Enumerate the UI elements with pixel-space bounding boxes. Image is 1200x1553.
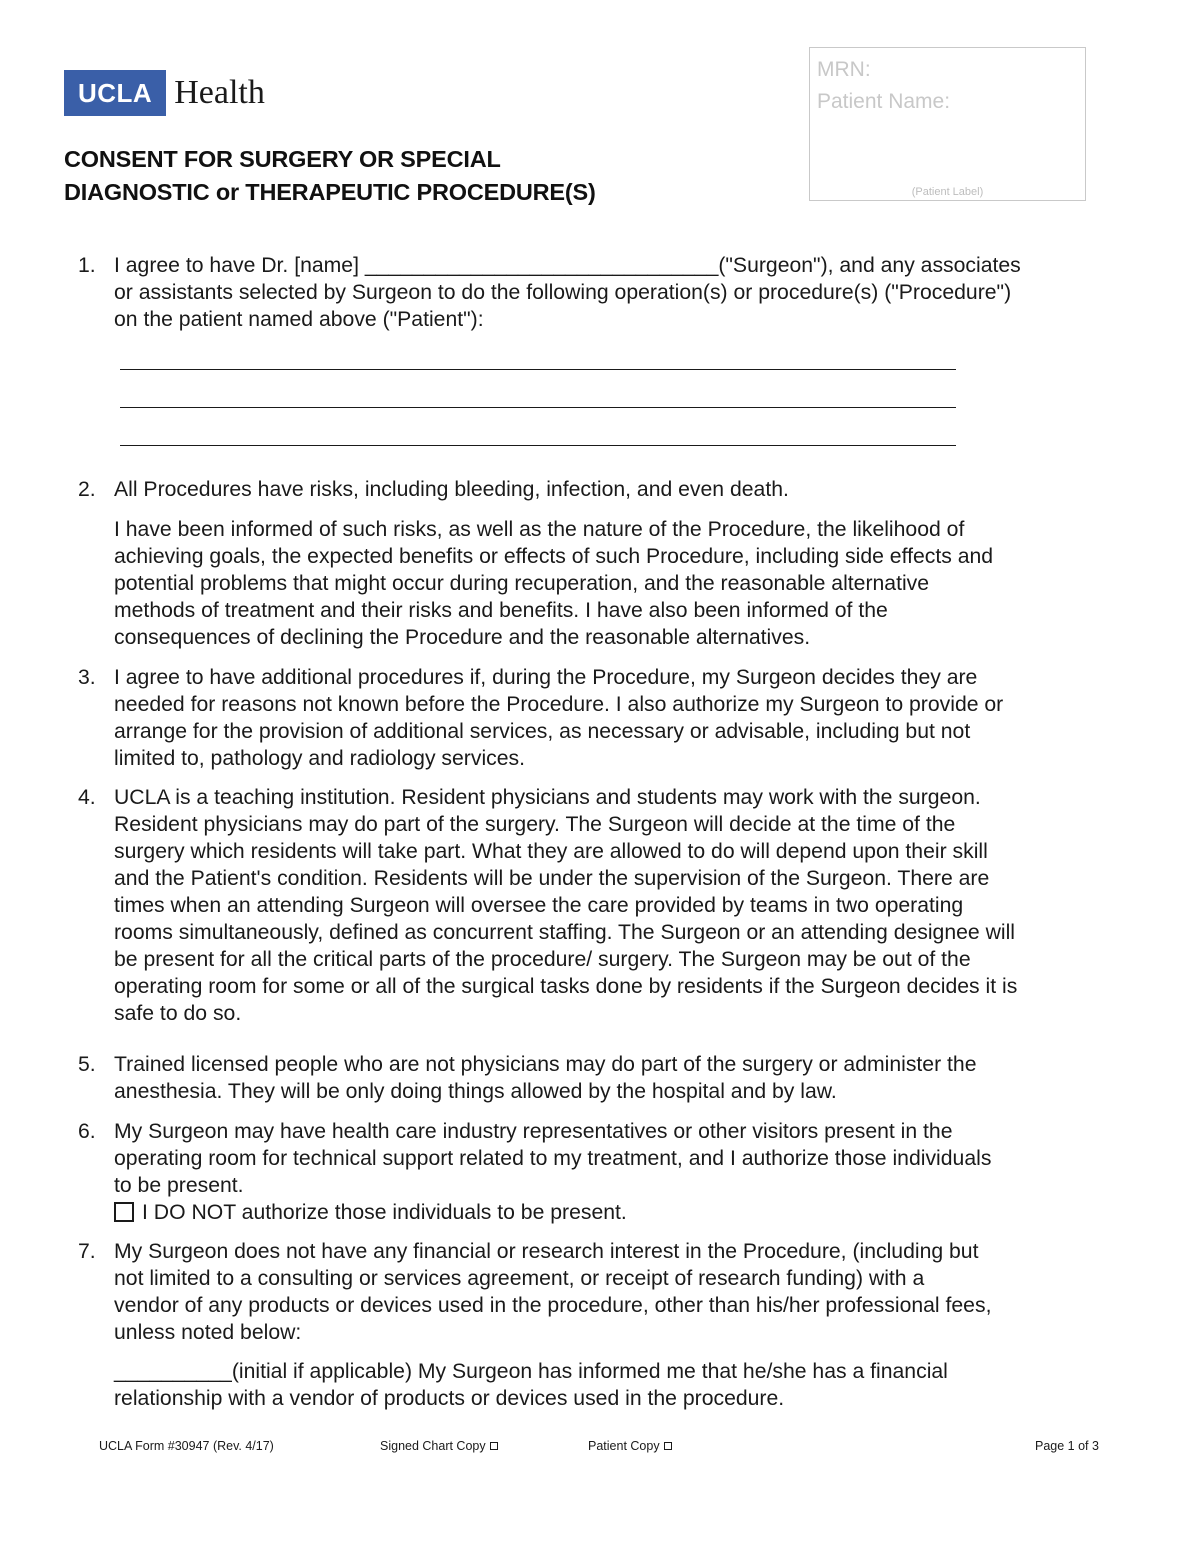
logo-box: UCLA [64, 70, 166, 116]
item-number-6: 6. [78, 1120, 96, 1143]
item-2-detail [114, 516, 1134, 651]
item-3-line: arrange for the provision of additional services, as necessary or advisable, including but not [114, 720, 971, 743]
item-4-line: be present for all the critical parts of the procedure/ surgery. The Surgeon may be out of the [114, 948, 971, 971]
item-2-line: All Procedures have risks, including bleeding, infection, and even death. [114, 478, 789, 501]
footer-form-id: UCLA Form #30947 (Rev. 4/17) [99, 1439, 274, 1453]
item-5-line: Trained licensed people who are not physicians may do part of the surgery or administer the [114, 1053, 977, 1076]
page-title [64, 143, 596, 209]
item-7-detail-line: __________(initial if applicable) My Surgeon has informed me that he/she has a financial [114, 1360, 948, 1383]
title-line-1: CONSENT FOR SURGERY OR SPECIAL [64, 146, 501, 172]
item-number-5: 5. [78, 1053, 96, 1076]
patient-name-label: Patient Name: [817, 90, 951, 113]
item-7-line: vendor of any products or devices used in the procedure, other than his/her professional fees, [114, 1294, 992, 1317]
patient-label-box [809, 47, 1086, 201]
item-5 [114, 1051, 1134, 1105]
item-4-line: operating room for some or all of the surgical tasks done by residents if the Surgeon decides it is [114, 975, 1018, 998]
item-3-line: I agree to have additional procedures if, during the Procedure, my Surgeon decides they are [114, 666, 978, 689]
item-6-line: to be present. [114, 1174, 244, 1197]
footer-patient-copy [588, 1439, 672, 1453]
item-4-line: and the Patient's condition. Residents will be under the supervision of the Surgeon. There are [114, 867, 990, 890]
item-6 [114, 1118, 1134, 1226]
do-not-authorize-label: I DO NOT authorize those individuals to be present. [142, 1201, 627, 1224]
item-4-line: UCLA is a teaching institution. Resident physicians and students may work with the surgeon. [114, 786, 981, 809]
item-1-line: on the patient named above ("Patient"): [114, 308, 484, 331]
item-4-line: times when an attending Surgeon will oversee the care provided by teams in two operating [114, 894, 964, 917]
item-1 [114, 252, 1134, 333]
item-number-1: 1. [78, 254, 96, 277]
item-7-line: not limited to a consulting or services agreement, or receipt of research funding) with a [114, 1267, 925, 1290]
item-2-detail-line: methods of treatment and their risks and benefits. I have also been informed of the [114, 599, 888, 622]
patient-label-caption: (Patient Label) [911, 186, 984, 198]
item-4 [114, 784, 1134, 1027]
item-6-line: operating room for technical support related to my treatment, and I authorize those individuals [114, 1147, 992, 1170]
item-4-line: surgery which residents will take part. What they are allowed to do will depend upon their skill [114, 840, 988, 863]
item-1-line: I agree to have Dr. [name] ______________________________("Surgeon"), and any associates [114, 254, 1021, 277]
item-2 [114, 476, 1134, 503]
item-7-line: unless noted below: [114, 1321, 302, 1344]
footer-page-number: Page 1 of 3 [1035, 1439, 1099, 1453]
procedure-blank-line-2[interactable] [120, 407, 956, 408]
signed-copy-checkbox[interactable] [490, 1442, 498, 1450]
signed-copy-label: Signed Chart Copy [380, 1439, 486, 1453]
procedure-blank-line-3[interactable] [120, 445, 956, 446]
item-number-4: 4. [78, 786, 96, 809]
ucla-health-logo [64, 70, 265, 116]
logo-word: Health [174, 74, 265, 111]
mrn-label: MRN: [817, 58, 871, 81]
item-7-detail-line: relationship with a vendor of products or devices used in the procedure. [114, 1387, 785, 1410]
item-7 [114, 1238, 1134, 1346]
item-4-line: Resident physicians may do part of the surgery. The Surgeon will decide at the time of the [114, 813, 956, 836]
item-6-line: My Surgeon may have health care industry representatives or other visitors present in the [114, 1120, 953, 1143]
footer-signed-copy [380, 1439, 498, 1453]
procedure-blank-line-1[interactable] [120, 369, 956, 370]
item-2-detail-line: consequences of declining the Procedure and the reasonable alternatives. [114, 626, 811, 649]
patient-copy-label: Patient Copy [588, 1439, 660, 1453]
item-1-line: or assistants selected by Surgeon to do the following operation(s) or procedure(s) ("Procedure") [114, 281, 1012, 304]
item-3 [114, 664, 1134, 772]
item-number-2: 2. [78, 478, 96, 501]
item-3-line: needed for reasons not known before the Procedure. I also authorize my Surgeon to provide or [114, 693, 1004, 716]
do-not-authorize-checkbox[interactable] [114, 1202, 134, 1222]
item-2-detail-line: I have been informed of such risks, as well as the nature of the Procedure, the likelihood of [114, 518, 965, 541]
item-4-line: safe to do so. [114, 1002, 242, 1025]
item-4-line: rooms simultaneously, defined as concurrent staffing. The Surgeon or an attending designee will [114, 921, 1016, 944]
item-5-line: anesthesia. They will be only doing things allowed by the hospital and by law. [114, 1080, 837, 1103]
title-line-2: DIAGNOSTIC or THERAPEUTIC PROCEDURE(S) [64, 179, 596, 205]
item-number-3: 3. [78, 666, 96, 689]
item-7-detail [114, 1358, 1134, 1412]
do-not-authorize-option [114, 1199, 1134, 1226]
item-2-detail-line: achieving goals, the expected benefits or effects of such Procedure, including side effects and [114, 545, 994, 568]
patient-copy-checkbox[interactable] [664, 1442, 672, 1450]
item-number-7: 7. [78, 1240, 96, 1263]
item-3-line: limited to, pathology and radiology services. [114, 747, 526, 770]
item-2-detail-line: potential problems that might occur during recuperation, and the reasonable alternative [114, 572, 930, 595]
item-7-line: My Surgeon does not have any financial or research interest in the Procedure, (including but [114, 1240, 979, 1263]
